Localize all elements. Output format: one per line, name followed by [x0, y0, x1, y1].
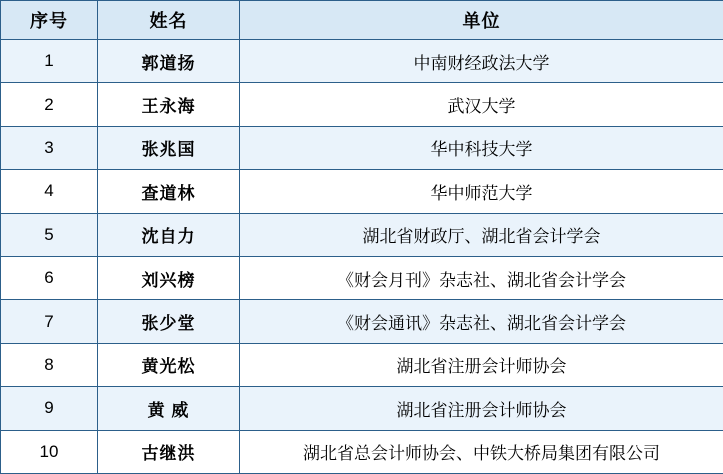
column-header-name: 姓名: [98, 1, 240, 40]
table-body: [1, 40, 723, 474]
cell-unit: 《财会月刊》杂志社、湖北省会计学会: [240, 256, 723, 299]
cell-number: 10: [1, 430, 98, 473]
cell-unit: 湖北省注册会计师协会: [240, 387, 723, 430]
cell-number: 2: [1, 83, 98, 126]
cell-name: 黄光松: [98, 343, 240, 386]
column-header-unit: 单位: [240, 1, 723, 40]
cell-number: 9: [1, 387, 98, 430]
cell-name: 刘兴榜: [98, 256, 240, 299]
table-row: [1, 430, 723, 473]
cell-number: 4: [1, 170, 98, 213]
cell-number: 7: [1, 300, 98, 343]
table-row: [1, 83, 723, 126]
table-row: [1, 40, 723, 83]
cell-number: 8: [1, 343, 98, 386]
cell-name: 沈自力: [98, 213, 240, 256]
table-header-row: [1, 1, 723, 40]
table-row: [1, 343, 723, 386]
cell-name: 黄 威: [98, 387, 240, 430]
cell-number: 3: [1, 126, 98, 169]
cell-unit: 华中科技大学: [240, 126, 723, 169]
table-row: [1, 170, 723, 213]
cell-name: 查道林: [98, 170, 240, 213]
cell-unit: 湖北省总会计师协会、中铁大桥局集团有限公司: [240, 430, 723, 473]
cell-unit: 《财会通讯》杂志社、湖北省会计学会: [240, 300, 723, 343]
cell-name: 张少堂: [98, 300, 240, 343]
cell-number: 6: [1, 256, 98, 299]
cell-name: 张兆国: [98, 126, 240, 169]
cell-unit: 武汉大学: [240, 83, 723, 126]
table-row: [1, 213, 723, 256]
cell-unit: 华中师范大学: [240, 170, 723, 213]
table-row: [1, 300, 723, 343]
cell-name: 王永海: [98, 83, 240, 126]
cell-name: 郭道扬: [98, 40, 240, 83]
column-header-number: 序号: [1, 1, 98, 40]
table-row: [1, 387, 723, 430]
cell-name: 古继洪: [98, 430, 240, 473]
cell-unit: 湖北省财政厅、湖北省会计学会: [240, 213, 723, 256]
cell-unit: 湖北省注册会计师协会: [240, 343, 723, 386]
cell-number: 1: [1, 40, 98, 83]
cell-unit: 中南财经政法大学: [240, 40, 723, 83]
cell-number: 5: [1, 213, 98, 256]
table-row: [1, 126, 723, 169]
table-header: [1, 1, 723, 40]
table-row: [1, 256, 723, 299]
